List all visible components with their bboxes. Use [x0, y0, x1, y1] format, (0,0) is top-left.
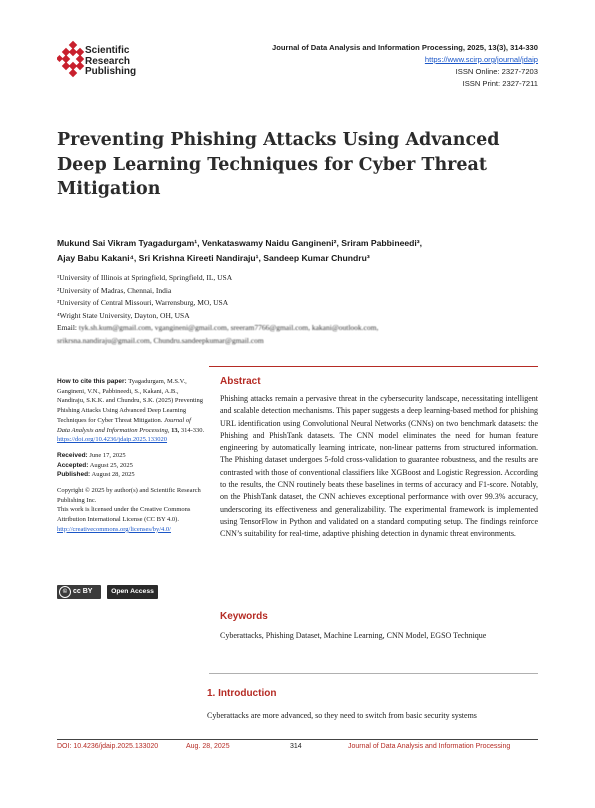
- published-date: August 28, 2025: [91, 471, 135, 479]
- open-access-badge: Open Access: [107, 585, 158, 599]
- cite-text: Tyagadurgam, M.S.V., Gangineni, V.N., Pabbineedi, S., Kakani, A.B., Nandiraju, S.K.K. and Chundru, S.K. (2025) Preventing Phishing Attacks Using Advanced Deep Learning Techniques for Cyber Threat Mitigation.: [57, 378, 204, 424]
- footer-journal: Journal of Data Analysis and Information Processing: [348, 743, 511, 750]
- email-line-2: srikrsna.nandiraju@gmail.com, Chundru.sandeepkumar@gmail.com: [57, 335, 264, 345]
- copyright-text: Copyright © 2025 by author(s) and Scientific Research Publishing Inc.: [57, 487, 201, 504]
- article-info-sidebar: [57, 377, 205, 541]
- published-label: Published:: [57, 471, 91, 479]
- email-line-1: [57, 322, 547, 335]
- affiliation-4: ⁴Wright State University, Dayton, OH, USA: [57, 310, 190, 320]
- received-label: Received:: [57, 451, 88, 459]
- introduction-heading: 1. Introduction: [207, 688, 277, 699]
- cite-volume: 13,: [171, 426, 180, 434]
- journal-citation: Journal of Data Analysis and Information Processing, 2025, 13(3), 314-330: [271, 43, 538, 52]
- keywords-text: Cyberattacks, Phishing Dataset, Machine Learning, CNN Model, EGSO Technique: [220, 631, 487, 640]
- journal-url-link[interactable]: https://www.scirp.org/journal/jdaip: [424, 55, 538, 64]
- paper-title: Preventing Phishing Attacks Using Advanced Deep Learning Techniques for Cyber Threat Mitigation: [57, 130, 500, 199]
- license-text: This work is licensed under the Creative Commons Attribution International License (CC BY 4.0).: [57, 506, 191, 524]
- cite-label: How to cite this paper:: [57, 378, 127, 385]
- page-number: 314: [290, 743, 302, 750]
- footer-doi: DOI: 10.4236/jdaip.2025.133020: [57, 743, 159, 750]
- license-link[interactable]: http://creativecommons.org/licenses/by/4.0/: [57, 525, 171, 533]
- authors-line-1: Mukund Sai Vikram Tyagadurgam¹, Venkataswamy Naidu Gangineni², Sriram Pabbineedi³,: [57, 238, 423, 248]
- keywords-bottom-rule: [209, 673, 538, 674]
- journal-header: [272, 42, 538, 90]
- cite-journal: Journal of Data Analysis and Information Processing,: [57, 416, 191, 434]
- abstract-text: Phishing attacks remain a pervasive threat in the cybersecurity landscape, necessitating intelligent and scalable detection mechanisms. This paper suggests a deep learning-based method for phishing URL identification using Convolutional Neural Networks (CNNs) on two benchmark datasets: the Phishing and PhishTank datasets. The CNN model eliminates the need for human feature engineering by automatically learning intricate, non-linear patterns from structured information. The Phishing dataset undergoes 5-fold cross-validation to guarantee robustness, and the results are contrasted with those of conventional classifiers like XGBoost and Logistic Regression. According to the results, the CNN routinely beats these baselines in terms of accuracy and F1-score. Notably, on the PhishTank dataset, the CNN achieves exceptional performance with over 99.3% accuracy, underscoring its effectiveness and generalizability. The experimental framework is implemented using TensorFlow in Python and validated on a standard computing setup. The findings reinforce CNN’s suitability for real-time, adaptive phishing detection in dynamic threat environments.: [220, 394, 538, 539]
- citation-block: [57, 377, 205, 445]
- abstract-heading: Abstract: [220, 376, 261, 387]
- accepted-date: August 25, 2025: [89, 461, 133, 469]
- affiliation-1: ¹University of Illinois at Springfield, Springfield, IL, USA: [57, 273, 233, 282]
- publisher-name: Scientific Research Publishing: [85, 45, 137, 77]
- author-list: [57, 236, 547, 266]
- received-date: June 17, 2025: [89, 451, 126, 459]
- email-label: Email:: [57, 323, 77, 332]
- issn-print: ISSN Print: 2327-7211: [462, 79, 538, 88]
- dates-block: [57, 451, 205, 480]
- keywords-heading: Keywords: [220, 611, 268, 622]
- cc-by-badge[interactable]: © cc BY: [57, 585, 101, 599]
- affiliation-3: ³University of Central Missouri, Warrensburg, MO, USA: [57, 298, 229, 307]
- introduction-first-line: Cyberattacks are more advanced, so they need to switch from basic security systems: [207, 711, 477, 720]
- accepted-label: Accepted:: [57, 461, 89, 469]
- cite-pages: 314-330.: [180, 426, 205, 434]
- authors-line-2: Ajay Babu Kakani⁴, Sri Krishna Kireeti Nandiraju¹, Sandeep Kumar Chundru³: [57, 253, 370, 263]
- doi-link[interactable]: https://doi.org/10.4236/jdaip.2025.133020: [57, 436, 168, 444]
- abstract-top-rule: [209, 366, 538, 367]
- license-block: [57, 486, 205, 535]
- affiliations: [57, 272, 547, 347]
- email-addresses-1: tyk.sh.kum@gmail.com, vgangineni@gmail.com, sreeram7766@gmail.com, kakani@outlook.com,: [78, 323, 379, 332]
- issn-online: ISSN Online: 2327-7203: [455, 67, 538, 76]
- footer-date: Aug. 28, 2025: [186, 743, 230, 750]
- footer-rule: [57, 739, 538, 740]
- cc-icon: ©: [59, 586, 71, 598]
- affiliation-2: ²University of Madras, Chennai, India: [57, 285, 172, 295]
